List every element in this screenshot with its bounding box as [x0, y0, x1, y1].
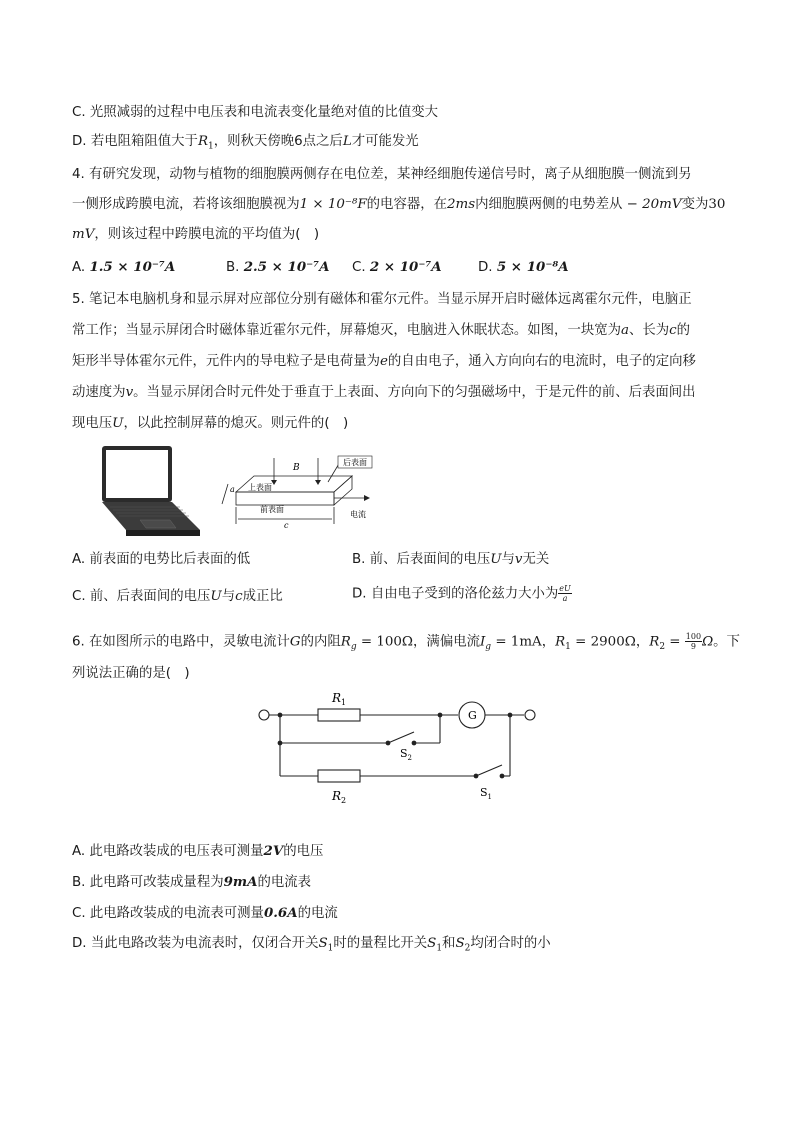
q5-option-a: A. 前表面的电势比后表面的低	[72, 552, 251, 567]
q6-option-a: A. 此电路改装成的电压表可测量2V的电压	[72, 843, 324, 859]
laptop-illustration	[96, 444, 202, 540]
figure-label-a: a	[230, 485, 235, 494]
figure-label-c: c	[284, 521, 289, 530]
q6-option-c: C. 此电路改装成的电流表可测量0.6A的电流	[72, 905, 338, 921]
hall-element-figure	[220, 454, 380, 534]
q4-option-a: A. 1.5 × 10⁻⁷A	[72, 259, 176, 275]
q3-option-d: D. 若电阻箱阻值大于$R_1$，则秋天傍晚6点之后L才可能发光	[72, 134, 419, 152]
figure-label-B: B	[293, 463, 300, 473]
q4-option-d: D. 5 × 10⁻⁸A	[478, 259, 569, 275]
q5-stem-line3: 矩形半导体霍尔元件，元件内的导电粒子是电荷量为e的自由电子，通入方向向右的电流时，电子的定向移	[72, 354, 696, 369]
galvanometer-label: G	[468, 709, 477, 722]
q4-option-b: B. 2.5 × 10⁻⁷A	[226, 259, 330, 275]
q3-option-c: C. 光照减弱的过程中电压表和电流表变化量绝对值的比值变大	[72, 105, 439, 120]
circuit-label-R1: $R_1$	[332, 691, 347, 707]
figure-label-top: 上表面	[248, 483, 272, 492]
figure-label-current: 电流	[350, 510, 366, 519]
q4-stem-line1: 4. 有研究发现，动物与植物的细胞膜两侧存在电位差，某神经细胞传递信号时，离子从细胞膜一侧流到另	[72, 167, 692, 182]
q6-stem-line2: 列说法正确的是( )	[72, 666, 190, 681]
q6-option-b: B. 此电路可改装成量程为9mA的电流表	[72, 874, 312, 890]
circuit-diagram	[254, 684, 544, 808]
q5-stem-line2: 常工作；当显示屏闭合时磁体靠近霍尔元件，屏幕熄灭，电脑进入休眠状态。如图，一块宽为a、长为c的	[72, 323, 691, 338]
q4-stem-line2: 一侧形成跨膜电流，若将该细胞膜视为1 × 10⁻⁸F的电容器，在2ms内细胞膜两侧的电势差从 − 20mV变为30	[72, 197, 726, 212]
q5-stem-line1: 5. 笔记本电脑机身和显示屏对应部位分别有磁体和霍尔元件。当显示屏开启时磁体远离霍尔元件，电脑正	[72, 292, 692, 307]
q6-option-d: D. 当此电路改装为电流表时，仅闭合开关$S_1$时的量程比开关$S_1$和$S_2$均闭合时的小	[72, 936, 551, 954]
figure-label-back: 后表面	[343, 458, 367, 467]
q5-option-c: C. 前、后表面间的电压U与c成正比	[72, 589, 283, 604]
q4-option-c: C. 2 × 10⁻⁷A	[352, 259, 442, 275]
q5-stem-line5: 现电压U，以此控制屏幕的熄灭。则元件的( )	[72, 416, 349, 431]
circuit-label-S1: $S_1$	[480, 786, 493, 801]
q4-stem-line3: mV，则该过程中跨膜电流的平均值为( )	[72, 227, 320, 242]
q5-stem-line4: 动速度为v。当显示屏闭合时元件处于垂直于上表面、方向向下的匀强磁场中，于是元件的前、后表面间出	[72, 385, 696, 400]
circuit-label-R2: $R_2$	[332, 789, 347, 805]
figure-label-front: 前表面	[260, 505, 284, 514]
q6-stem-line1: 6. 在如图所示的电路中，灵敏电流计G的内阻$R_g = 100\Omega$，满偏电流$I_g = 1mA$，$R_1 = 2900\Omega$，$R_2$ = $\frac{100}{9}$ Ω。下	[72, 632, 740, 653]
circuit-label-S2: $S_2$	[400, 747, 413, 762]
q5-option-d: D. 自由电子受到的洛伦兹力大小为 $\frac{eU}{a}$	[352, 584, 571, 603]
q5-option-b: B. 前、后表面间的电压U与v无关	[352, 552, 550, 567]
